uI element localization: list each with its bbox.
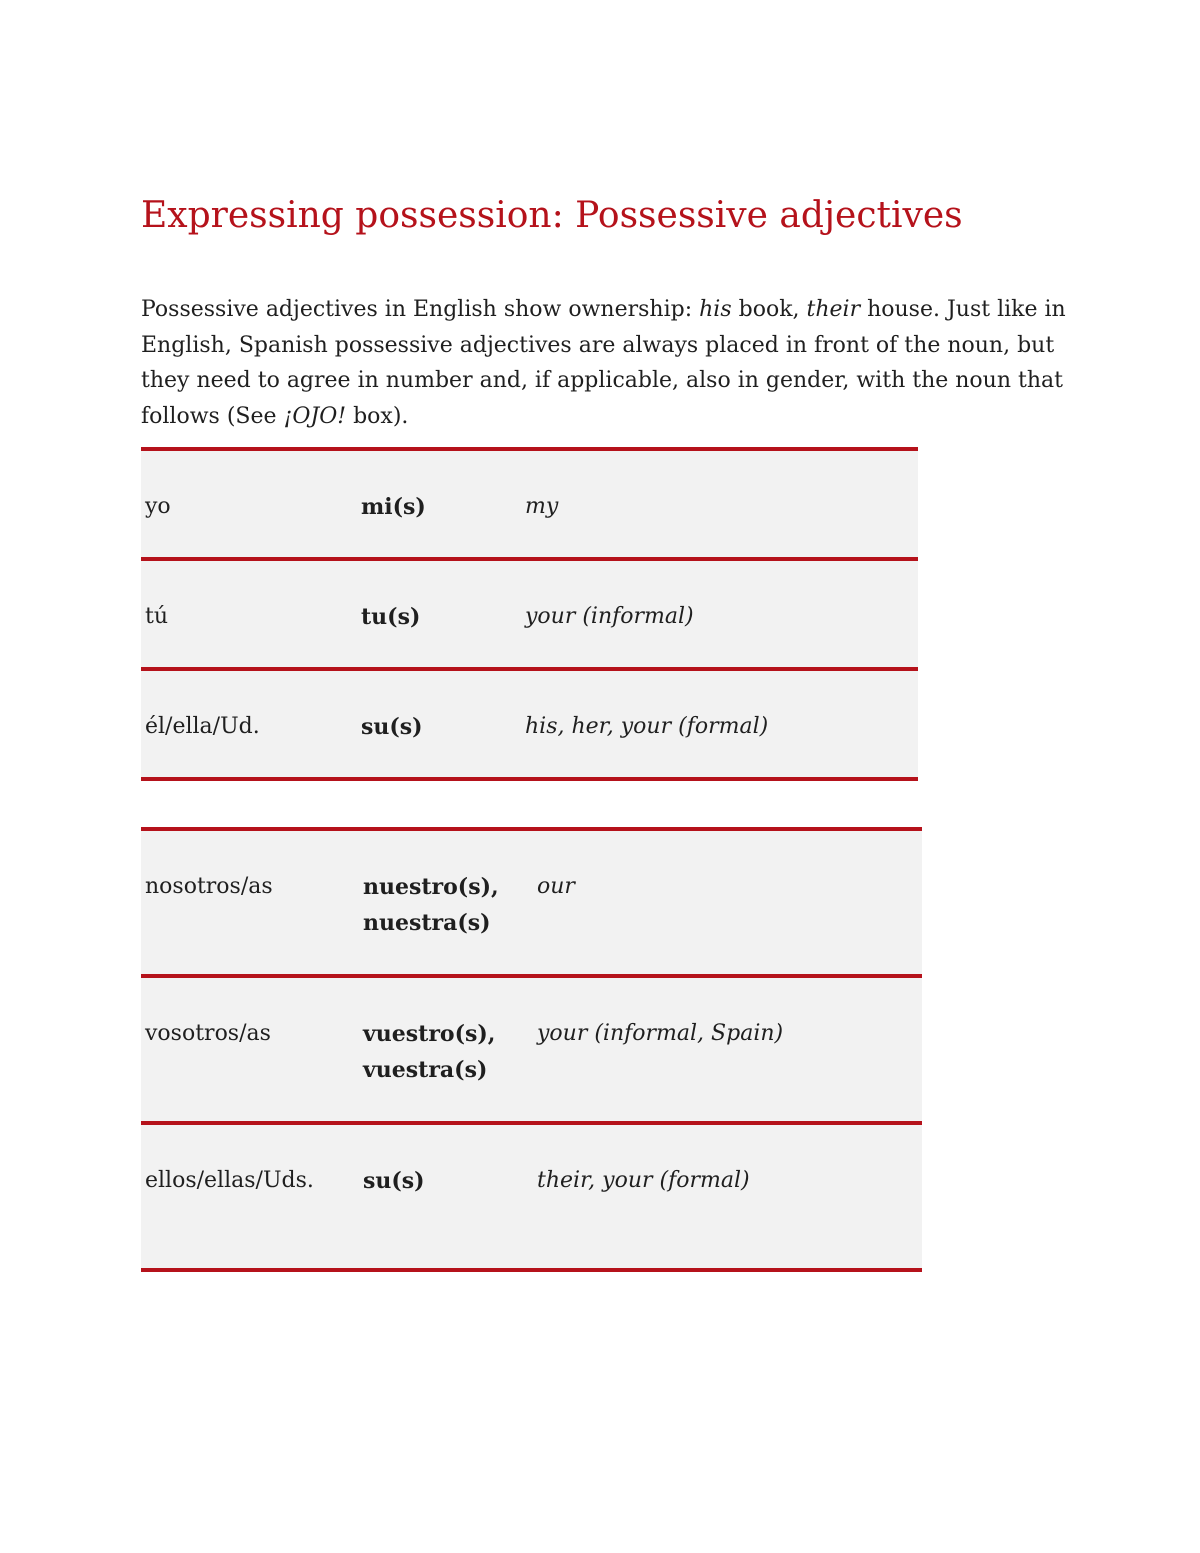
table-row	[141, 1125, 922, 1272]
meaning-cell: my	[525, 494, 559, 519]
pronoun-cell: tú	[145, 604, 169, 629]
page-title: Expressing possession: Possessive adjectives	[141, 195, 963, 236]
meaning-cell: your (informal)	[525, 604, 694, 629]
adjective-cell	[363, 1016, 495, 1088]
intro-text-2: book,	[731, 297, 807, 322]
intro-emphasis-his: his	[699, 297, 732, 322]
intro-paragraph	[141, 292, 1076, 434]
table-row	[141, 831, 922, 978]
intro-text-1: Possessive adjectives in English show ownership:	[141, 297, 700, 322]
intro-emphasis-ojo: ¡OJO!	[283, 403, 347, 429]
pronoun-cell: ellos/ellas/Uds.	[145, 1168, 314, 1193]
adjective-feminine: vuestra(s)	[363, 1057, 488, 1083]
intro-text-4: box).	[346, 403, 409, 429]
adjective-masculine: vuestro(s),	[363, 1021, 496, 1047]
pronoun-cell: nosotros/as	[145, 874, 273, 899]
adjective-cell: mi(s)	[361, 494, 426, 520]
meaning-cell: their, your (formal)	[537, 1168, 750, 1193]
pronoun-cell: él/ella/Ud.	[145, 714, 260, 739]
singular-possessives-table	[141, 447, 918, 781]
plural-possessives-table	[141, 827, 922, 1272]
adjective-cell	[363, 869, 499, 941]
adjective-form: su(s)	[363, 1168, 425, 1194]
adjective-cell: su(s)	[361, 714, 423, 740]
table-row	[141, 451, 918, 561]
table-row	[141, 978, 922, 1125]
adjective-feminine: nuestra(s)	[363, 910, 491, 936]
table-row	[141, 671, 918, 781]
adjective-masculine: nuestro(s),	[363, 874, 499, 900]
meaning-cell: your (informal, Spain)	[537, 1021, 784, 1046]
meaning-cell: our	[537, 874, 575, 899]
pronoun-cell: yo	[145, 494, 171, 519]
meaning-cell: his, her, your (formal)	[525, 714, 769, 739]
intro-emphasis-their: their	[806, 297, 861, 322]
adjective-cell: tu(s)	[361, 604, 421, 630]
intro-text-3: house. Just like in English, Spanish possessive adjectives are always placed in front of the noun, but they need to agree in number and, if applicable, also in gender, with the noun that follows (See	[141, 297, 1066, 429]
adjective-cell	[363, 1163, 425, 1199]
pronoun-cell: vosotros/as	[145, 1021, 271, 1046]
table-row	[141, 561, 918, 671]
